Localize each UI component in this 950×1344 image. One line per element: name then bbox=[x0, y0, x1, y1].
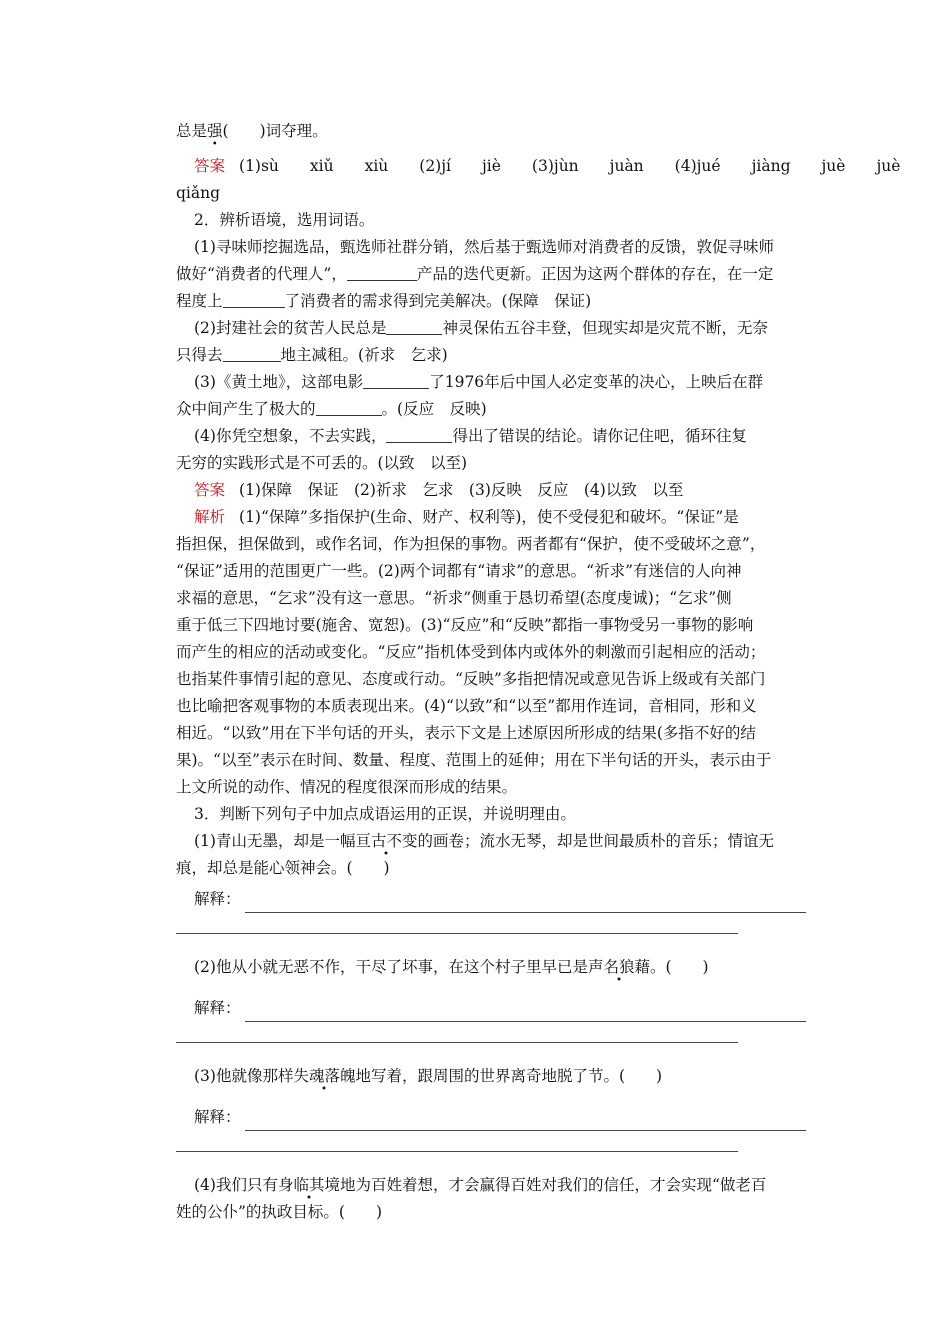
fill-blank[interactable] bbox=[316, 397, 382, 416]
explanation-line: 也比喻把客观事物的本质表现出来。(4)“以致”和“以至”都用作连词，音相同，形和义 bbox=[176, 697, 757, 715]
q2-4-line-b: 无穷的实践形式是不可丢的。(以致 以至) bbox=[176, 454, 468, 472]
explanation-line: 重于低三下四地讨要(施舍、宽恕)。(3)“反应”和“反映”都指一事物受另一事物的影响 bbox=[176, 616, 754, 634]
explain-row bbox=[176, 995, 806, 1022]
q3-1-line-b: 痕，却总是能心领神会。( ) bbox=[176, 859, 390, 877]
document-page bbox=[176, 118, 901, 1226]
explain-label: 解释： bbox=[194, 999, 241, 1017]
dotted-idiom: 声名狼藉 bbox=[588, 958, 650, 982]
explanation-line: 也指某件事情引起的意见、态度或行动。“反映”多指把情况或意见告诉上级或有关部门 bbox=[176, 670, 766, 688]
q1-tail-line bbox=[176, 118, 806, 145]
explanation-line: 求福的意思，“乞求”没有这一意思。“祈求”侧重于恳切希望(态度虔诚)；“乞求”侧 bbox=[176, 589, 732, 607]
fill-blank[interactable] bbox=[223, 289, 285, 308]
answer-line[interactable] bbox=[245, 1005, 806, 1022]
explain-label: 解释： bbox=[194, 890, 241, 908]
answer-1-line bbox=[176, 153, 901, 180]
fill-blank[interactable] bbox=[386, 316, 442, 335]
q2-3-line-a: (3)《黄土地》，这部电影 了1976年后中国人必定变革的决心，上映后在群 bbox=[176, 369, 806, 396]
dotted-char: 强 bbox=[207, 122, 223, 146]
explain-row bbox=[176, 886, 806, 913]
answer-line[interactable] bbox=[176, 913, 738, 934]
q2-1-line-a: (1)寻味师挖掘选品，甄选师社群分销，然后基于甄选师对消费者的反馈，敦促寻味师 bbox=[194, 238, 774, 256]
dotted-idiom: 身临其境 bbox=[278, 1176, 340, 1200]
q2-3-line-b: 众中间产生了极大的 。(反应 反映) bbox=[176, 396, 806, 423]
q2-1-line-c: 程度上 了消费者的需求得到完美解决。(保障 保证) bbox=[176, 288, 806, 315]
q2-1-line-b: 做好“消费者的代理人”， 产品的迭代更新。正因为这两个群体的存在，在一定 bbox=[176, 261, 806, 288]
answer-1-cont bbox=[176, 180, 806, 207]
explanation-line: 指担保，担保做到，或作名词，作为担保的事物。两者都有“保护，使不受破坏之意”， bbox=[176, 535, 766, 553]
dotted-idiom: 失魂落魄 bbox=[293, 1067, 355, 1091]
dotted-idiom: 亘古不变 bbox=[355, 832, 417, 856]
explain-label: 解释： bbox=[194, 1108, 241, 1126]
q2-title: 2．辨析语境，选用词语。 bbox=[194, 211, 375, 229]
answer-text: (1)sù xiǔ xiù (2)jí jiè (3)jùn juàn (4)jué jiàng juè juè bbox=[239, 157, 901, 175]
q3-1-line-a: (1)青山无墨，却是一幅亘古不变的画卷；流水无琴，却是世间最质朴的音乐；情谊无 bbox=[176, 828, 806, 855]
fill-blank[interactable] bbox=[347, 262, 417, 281]
fill-blank[interactable] bbox=[363, 370, 429, 389]
answer-tag: 答案 bbox=[194, 481, 226, 499]
explanation-line: 而产生的相应的活动或变化。“反应”指机体受到体内或体外的刺激而引起相应的活动； bbox=[176, 643, 766, 661]
explanation-line: 相近。“以致”用在下半句话的开头，表示下文是上述原因所形成的结果(多指不好的结 bbox=[176, 724, 756, 742]
answer-text: (1)保障 保证 (2)祈求 乞求 (3)反映 反应 (4)以致 以至 bbox=[239, 481, 684, 499]
text: 总是 bbox=[176, 122, 208, 140]
q3-4-line-b: 姓的公仆”的执政目标。( ) bbox=[176, 1203, 383, 1221]
explanation-line: 解析 (1)“保障”多指保护(生命、财产、权利等)，使不受侵犯和破坏。“保证”是 bbox=[194, 508, 739, 526]
answer-line[interactable] bbox=[245, 896, 806, 913]
q2-4-line-a: (4)你凭空想象，不去实践， 得出了错误的结论。请你记住吧，循环往复 bbox=[176, 423, 806, 450]
answer-line[interactable] bbox=[176, 1131, 738, 1152]
fill-blank[interactable] bbox=[223, 343, 281, 362]
fill-blank[interactable] bbox=[386, 424, 452, 443]
explanation-line: 果)。“以至”表示在时间、数量、程度、范围上的延伸；用在下半句话的开头，表示由于 bbox=[176, 751, 772, 769]
q3-title: 3．判断下列句子中加点成语运用的正误，并说明理由。 bbox=[194, 805, 576, 823]
answer-line[interactable] bbox=[245, 1114, 806, 1131]
q2-2-line-a: (2)封建社会的贫苦人民总是 神灵保佑五谷丰登，但现实却是灾荒不断，无奈 bbox=[176, 315, 806, 342]
explain-row bbox=[176, 1104, 806, 1131]
explanation-line: “保证”适用的范围更广一些。(2)两个词都有“请求”的意思。“祈求”有迷信的人向神 bbox=[176, 562, 742, 580]
answer-2-line bbox=[176, 477, 806, 504]
answer-text: qiǎng bbox=[176, 184, 221, 202]
q3-4-line-a: (4)我们只有身临其境地为百姓着想，才会赢得百姓对我们的信任，才会实现“做老百 bbox=[176, 1172, 806, 1199]
q3-2-line: (2)他从小就无恶不作，干尽了坏事，在这个村子里早已是声名狼藉。( ) bbox=[176, 954, 806, 981]
answer-tag: 答案 bbox=[194, 157, 226, 175]
answer-line[interactable] bbox=[176, 1022, 738, 1043]
explanation-tag: 解析 bbox=[194, 508, 226, 526]
q3-3-line: (3)他就像那样失魂落魄地写着，跟周围的世界离奇地脱了节。( ) bbox=[176, 1063, 806, 1090]
q2-2-line-b: 只得去 地主减租。(祈求 乞求) bbox=[176, 342, 806, 369]
explanation-line: 上文所说的动作、情况的程度很深而形成的结果。 bbox=[176, 778, 518, 796]
text: ( )词夺理。 bbox=[222, 122, 328, 140]
